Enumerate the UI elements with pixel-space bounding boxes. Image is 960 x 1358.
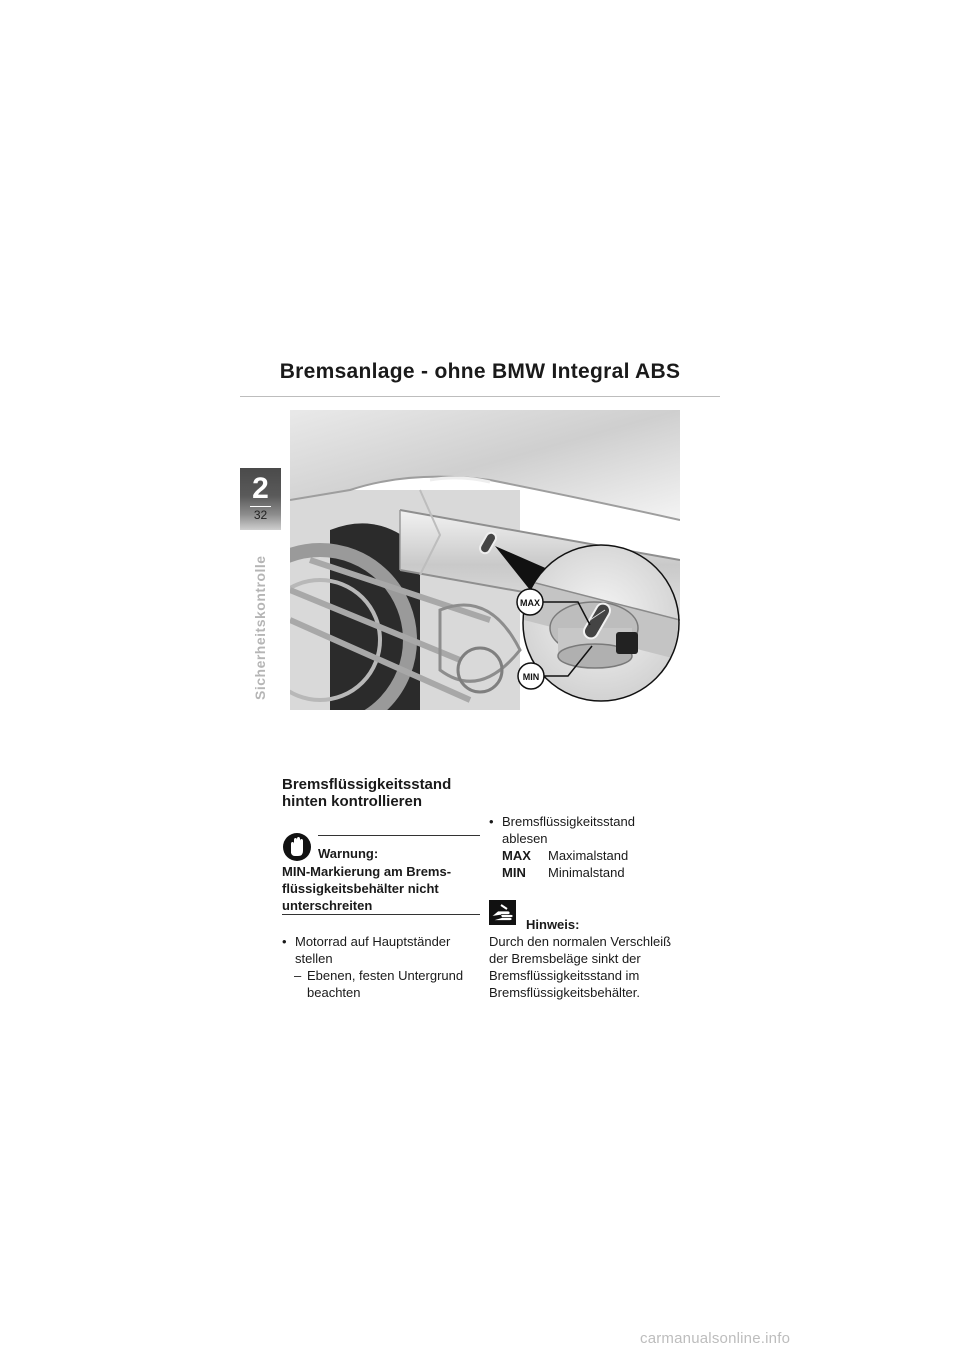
title-divider [240, 396, 720, 397]
chapter-divider [250, 506, 271, 507]
legend-row [502, 847, 704, 864]
hand-stop-icon [282, 832, 312, 862]
procedure-steps-right [489, 813, 704, 881]
bullet-mark: • [489, 814, 494, 829]
procedure-steps-left [282, 933, 482, 1001]
step-text-line: Motorrad auf Hauptständer [295, 934, 451, 949]
note-label: Hinweis: [526, 917, 580, 932]
note-line: Bremsflüssigkeitsstand im [489, 968, 640, 983]
warning-label: Warnung: [318, 846, 379, 861]
step-text-line: Bremsflüssigkeitsstand [502, 814, 635, 829]
note-hand-icon [489, 900, 516, 925]
page-title: Bremsanlage - ohne BMW Integral ABS [279, 360, 681, 383]
list-item [282, 933, 482, 967]
max-callout-label: MAX [520, 598, 540, 608]
level-legend [502, 847, 704, 881]
sub-step-text-line: beachten [307, 985, 361, 1000]
list-item [489, 813, 704, 847]
legend-value: Minimalstand [548, 865, 625, 880]
chapter-number: 2 [252, 472, 269, 505]
legend-key: MAX [502, 848, 531, 863]
warning-rule-bottom [282, 914, 480, 915]
warning-rule-top [318, 835, 480, 836]
legend-value: Maximalstand [548, 848, 629, 863]
note-line: Durch den normalen Verschleiß [489, 934, 672, 949]
section-label-vertical: Sicherheitskontrolle [252, 555, 268, 700]
legend-key: MIN [502, 865, 526, 880]
bullet-mark: • [282, 934, 287, 949]
step-text-line: stellen [295, 951, 333, 966]
min-callout-label: MIN [522, 672, 540, 682]
brake-reservoir-figure [290, 410, 680, 710]
warning-line: unterschreiten [282, 898, 373, 913]
sub-list-item [294, 967, 482, 1001]
note-text [489, 933, 704, 1001]
page-number: 32 [253, 508, 268, 522]
warning-text [282, 863, 482, 914]
section-heading [282, 776, 482, 810]
warning-line: MIN-Markierung am Brems- [282, 864, 452, 879]
legend-row [502, 864, 704, 881]
section-heading-line-2: hinten kontrollieren [282, 793, 423, 810]
note-line: Bremsflüssigkeitsbehälter. [489, 985, 641, 1000]
warning-line: flüssigkeitsbehälter nicht [282, 881, 439, 896]
section-heading-line-1: Bremsflüssigkeitsstand [282, 776, 452, 793]
step-text-line: ablesen [502, 831, 548, 846]
sub-step-text-line: Ebenen, festen Untergrund [307, 968, 464, 983]
dash-mark: – [294, 968, 302, 983]
site-watermark: carmanualsonline.info [640, 1330, 791, 1347]
note-line: der Bremsbeläge sinkt der [489, 951, 641, 966]
